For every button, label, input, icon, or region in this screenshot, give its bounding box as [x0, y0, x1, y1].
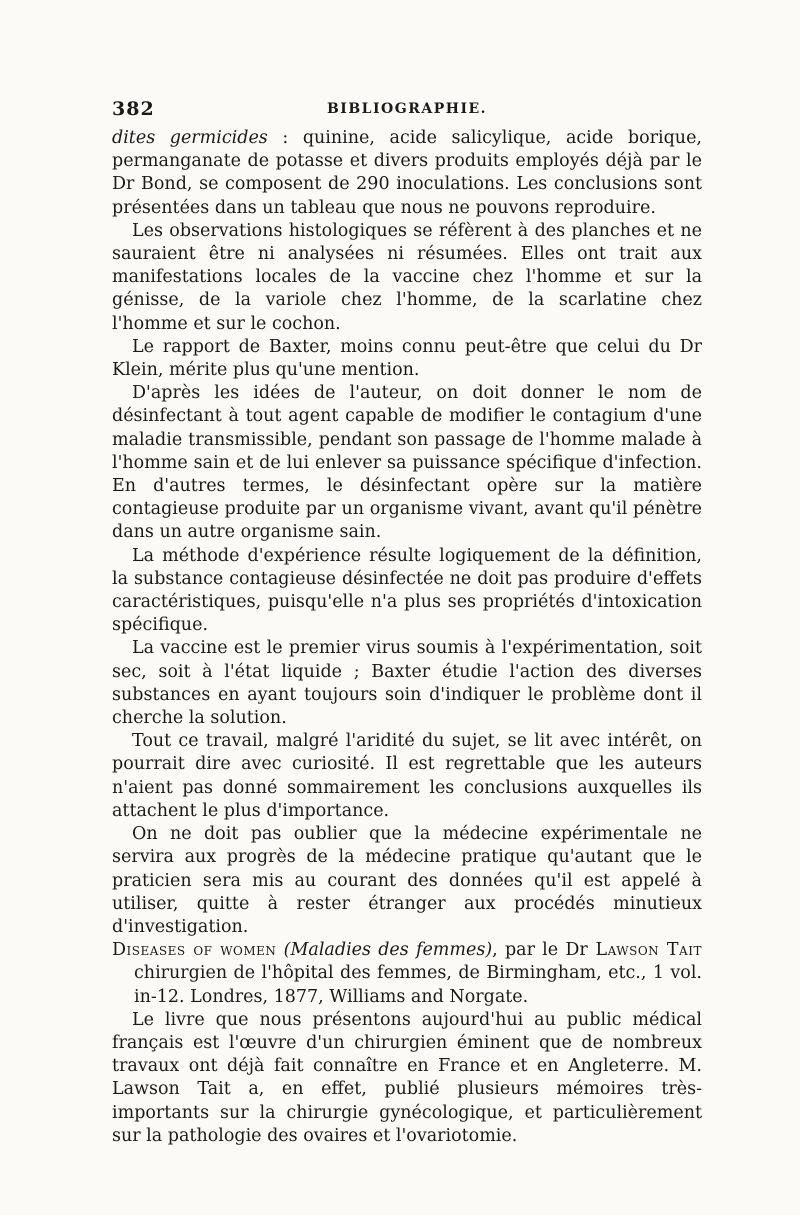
paragraph-1-text: : quinine, acide salicylique, acide borique, permanganate de potasse et divers produits employés déjà par le Dr Bond, se composent de 290 inoculations. Les conclusions sont présentées dans un tableau que nous ne pouvons reproduire. — [112, 128, 702, 218]
body-text — [112, 127, 702, 1148]
paragraph-1-italic: dites germicides — [112, 128, 268, 148]
paragraph-3: Le rapport de Baxter, moins connu peut-être que celui du Dr Klein, mérite plus qu'une mention. — [112, 336, 702, 381]
paragraph-6: La vaccine est le premier virus soumis à l'expérimentation, soit sec, soit à l'état liquide ; Baxter étudie l'action des diverses substances en ayant toujours soin d'indiquer le problème dont il cherche la solution. — [112, 638, 702, 729]
bib-title: Diseases of women — [112, 940, 277, 961]
bib-title-translation: (Maladies des femmes) — [283, 940, 493, 961]
paragraph-4: D'après les idées de l'auteur, on doit donner le nom de désinfectant à tout agent capable de modifier le contagium d'une maladie transmissible, pendant son passage de l'homme malade à l'homme sain et de lui enlever sa puissance spécifique d'infection. En d'autres termes, le désinfectant opère sur la matière contagieuse produite par un organisme vivant, avant qu'il pénètre dans un autre organisme sain. — [112, 383, 702, 543]
bib-details: chirurgien de l'hôpital des femmes, de Birmingham, etc., 1 vol. in-12. Londres, 1877, Williams and Norgate. — [134, 963, 702, 1007]
paragraph-final: Le livre que nous présentons aujourd'hui au public médical français est l'œuvre d'un chirurgien éminent que de nombreux travaux ont déjà fait connaître en France et en Angleterre. M. Lawson Tait a, en effet, publié plusieurs mémoires très-importants sur la chirurgie gynécologique, et particulièrement sur la pathologie des ovaires et l'ovariotomie. — [112, 1009, 702, 1146]
paragraph-2: Les observations histologiques se réfèrent à des planches et ne sauraient être ni analysées ni résumées. Elles ont trait aux manifestations locales de la vaccine chez l'homme et sur la génisse, de la variole chez l'homme, de la scarlatine chez l'homme et sur le cochon. — [112, 220, 702, 334]
paragraph-5: La méthode d'expérience résulte logiquement de la définition, la substance contagieuse désinfectée ne doit pas produire d'effets caractéristiques, puisqu'elle n'a plus ses propriétés d'intoxication spécifique. — [112, 545, 702, 636]
bib-author: Lawson Tait — [587, 940, 702, 961]
page-number: 382 — [112, 98, 155, 120]
paragraph-1 — [112, 127, 702, 220]
running-head: BIBLIOGRAPHIE. — [326, 101, 488, 117]
paragraph-7: Tout ce travail, malgré l'aridité du sujet, se lit avec intérêt, on pourrait dire avec curiosité. Il est regrettable que les auteurs n'aient pas donné sommairement les conclusions auxquelles ils attachent le plus d'importance. — [112, 731, 702, 821]
bibliography-entry — [112, 939, 702, 1009]
bib-author-prefix: Dr — [565, 940, 588, 961]
page-header — [112, 98, 702, 124]
bib-by: , par le — [492, 940, 566, 961]
paragraph-8: On ne doit pas oublier que la médecine expérimentale ne servira aux progrès de la médecine pratique qu'autant que le praticien sera mis au courant des données qu'il est appelé à utiliser, quitte à rester étranger aux procédés minutieux d'investigation. — [112, 824, 702, 937]
